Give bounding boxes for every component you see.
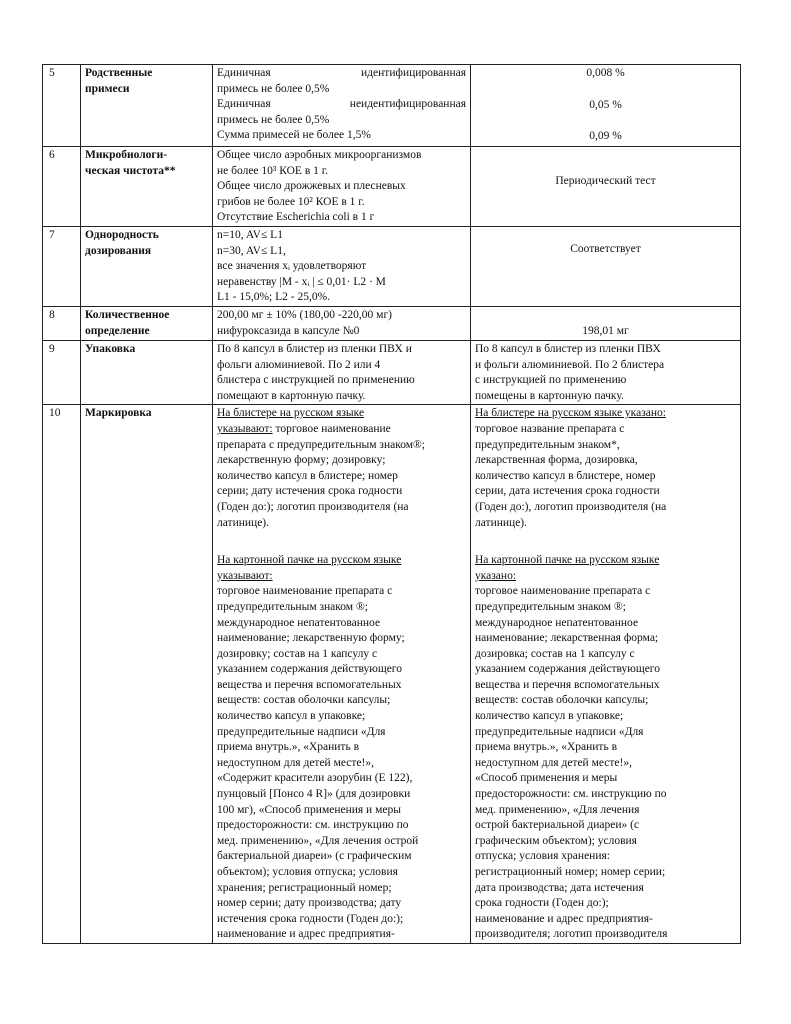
test-name: Микробиологи- ческая чистота** [81, 147, 213, 227]
test-name: Упаковка [81, 341, 213, 405]
specification: 200,00 мг ± 10% (180,00 -220,00 мг) нифуроксазида в капсуле №0 [213, 307, 471, 341]
result: 0,008 % 0,05 % 0,09 % [471, 65, 741, 147]
test-name: Однородность дозирования [81, 227, 213, 307]
specification: n=10, AV≤ L1 n=30, AV≤ L1, все значения xᵢ удовлетворяют неравенству |M - xᵢ | ≤ 0,01· L2 · M L1 - 15,0%; L2 - 25,0%. [213, 227, 471, 307]
test-name: Родственные примеси [81, 65, 213, 147]
row-number: 9 [43, 341, 81, 405]
row-number: 5 [43, 65, 81, 147]
result: Соответствует [471, 227, 741, 307]
row-number: 7 [43, 227, 81, 307]
specification: По 8 капсул в блистер из пленки ПВХ и фольги алюминиевой. По 2 или 4 блистера с инструкцией по применению помещают в картонную пачку. [213, 341, 471, 405]
result: 198,01 мг [471, 307, 741, 341]
table-row [43, 405, 741, 944]
table-row [43, 147, 741, 227]
result: По 8 капсул в блистер из пленки ПВХ и фольги алюминиевой. По 2 блистера с инструкцией по применению помещены в картонную пачку. [471, 341, 741, 405]
table-row [43, 341, 741, 405]
table-row [43, 65, 741, 147]
specification: На блистере на русском языке указывают: торговое наименование препарата с предупредительным знаком®; лекарственную форму; дозировку; количество капсул в блистере; номер серии; дату истечения срока годности (Годен до:); логотип производителя (на латинице). На картонной пачке на русском языке указывают: торговое наименование препарата с предупредительным знаком ®; международное непатентованное наименование; лекарственную форму; дозировку; состав на 1 капсулу с указанием содержания действующего вещества и перечня вспомогательных веществ: состав оболочки капсулы; количество капсул в упаковке; предупредительные надписи «Для приема внутрь.», «Хранить в недоступном для детей месте!», «Содержит красители азорубин (Е 122), пунцовый [Понсо 4 R]» (для дозировки 100 мг), «Способ применения и меры предосторожности: см. инструкцию по мед. применению», «Для лечения острой бактериальной диареи» (с графическим объектом); условия отпуска; условия хранения; регистрационный номер; номер серии; дату производства; дату истечения срока годности (Годен до:); наименование и адрес предприятия- [213, 405, 471, 944]
test-name: Количественное определение [81, 307, 213, 341]
table-row [43, 227, 741, 307]
test-name: Маркировка [81, 405, 213, 944]
result: Периодический тест [471, 147, 741, 227]
row-number: 8 [43, 307, 81, 341]
row-number: 10 [43, 405, 81, 944]
specification: Единичная идентифицированная примесь не более 0,5% Единичная неидентифицированная примесь не более 0,5% Сумма примесей не более 1,5% [213, 65, 471, 147]
result: На блистере на русском языке указано: торговое название препарата с предупредительным знаком*, лекарственная форма, дозировка, количество капсул в блистере, номер серии, дата истечения срока годности (Годен до:), логотип производителя (на латинице). На картонной пачке на русском языке указано: торговое наименование препарата с предупредительным знаком ®; международное непатентованное наименование; лекарственная форма; дозировка; состав на 1 капсулу с указанием содержания действующего вещества и перечня вспомогательных веществ: состав оболочки капсулы; количество капсул в упаковке; предупредительные надписи «Для приема внутрь.», «Хранить в недоступном для детей месте!», «Способ применения и меры предосторожности: см. инструкцию по мед. применению», «Для лечения острой бактериальной диареи» (с графическим объектом); условия отпуска; условия хранения: регистрационный номер; номер серии; дата производства; дата истечения срока годности (Годен до:); наименование и адрес предприятия- производителя; логотип производителя [471, 405, 741, 944]
table-row [43, 307, 741, 341]
specification: Общее число аэробных микроорганизмов не более 10³ КОЕ в 1 г. Общее число дрожжевых и плесневых грибов не более 10² КОЕ в 1 г. Отсутствие Escherichia coli в 1 г [213, 147, 471, 227]
row-number: 6 [43, 147, 81, 227]
specification-table [42, 64, 741, 944]
